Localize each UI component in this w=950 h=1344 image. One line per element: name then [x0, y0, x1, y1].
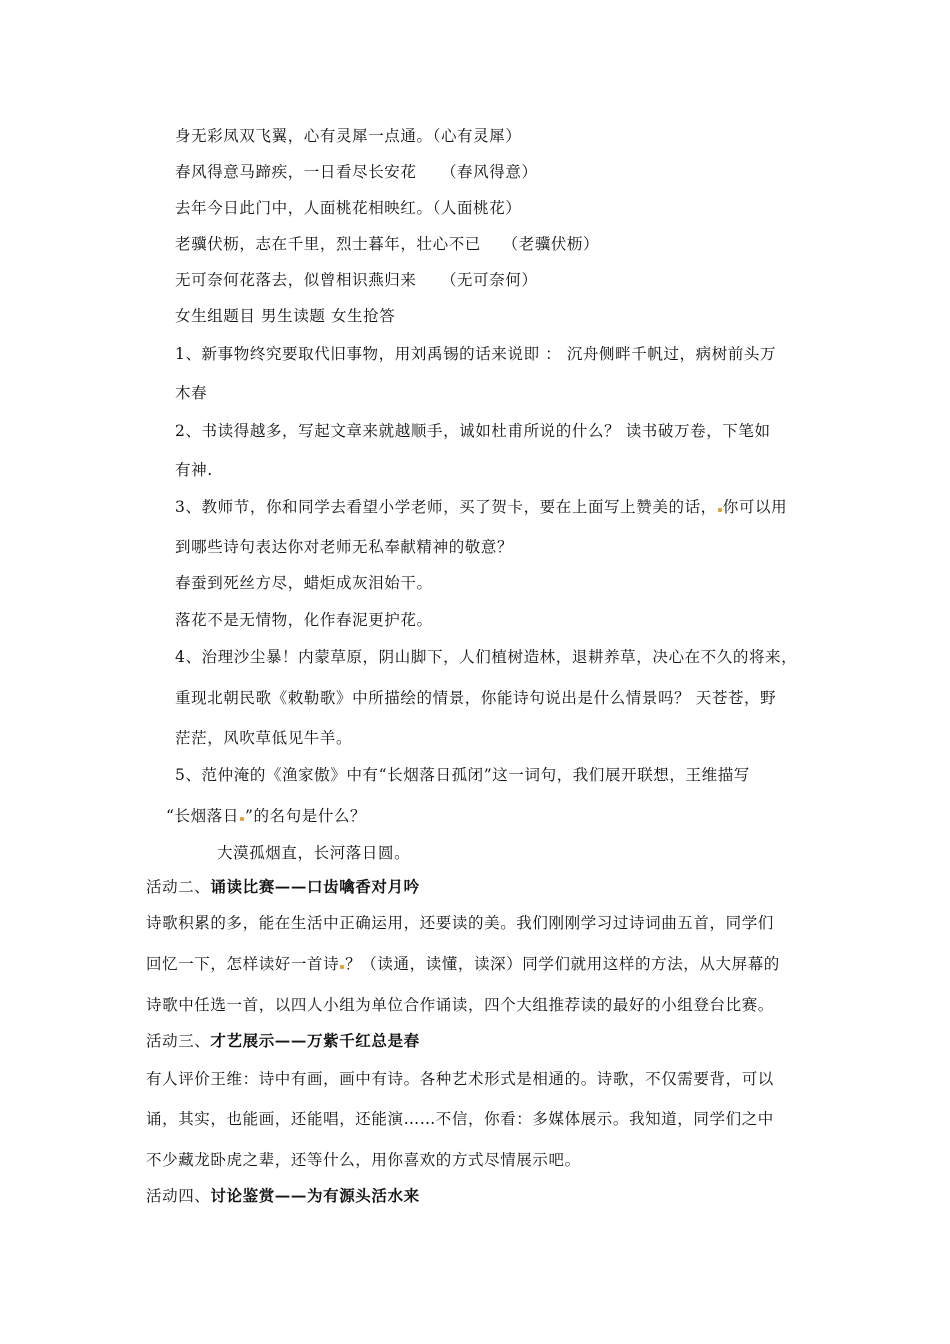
question-3-text-b: 你可以用 — [722, 498, 788, 516]
activity-4-title: 讨论鉴赏——为有源头活水来 — [210, 1186, 420, 1205]
edit-mark-icon — [718, 508, 722, 512]
paragraph-line: 有人评价王维：诗中有画，画中有诗。各种艺术形式是相通的。诗歌，不仅需要背，可以 — [146, 1070, 774, 1088]
question-3-text-a: 3、教师节，你和同学去看望小学老师，买了贺卡，要在上面写上赞美的话， — [175, 498, 717, 516]
paragraph-line: 诗歌积累的多，能在生活中正确运用，还要读的美。我们刚刚学习过诗词曲五首，同学们 — [146, 914, 774, 932]
question-5-text-a: “长烟落日 — [166, 807, 239, 825]
activity-3-prefix: 活动三、 — [146, 1032, 211, 1050]
question-5-line-2 — [166, 806, 366, 826]
poem-line: 去年今日此门中，人面桃花相映红。（人面桃花） — [175, 199, 522, 217]
poem-line: 无可奈何花落去，似曾相识燕归来 （无可奈何） — [175, 271, 538, 289]
question-2-line-2: 有神. — [175, 461, 213, 479]
question-5-line-1: 5、范仲淹的《渔家傲》中有“长烟落日孤闭”这一词句，我们展开联想，王维描写 — [175, 766, 750, 784]
question-3-line-1 — [175, 497, 787, 517]
paragraph-line — [146, 954, 780, 974]
paragraph-line: 不少藏龙卧虎之辈，还等什么，用你喜欢的方式尽情展示吧。 — [146, 1151, 581, 1169]
activity-3-title: 才艺展示——万紫千红总是春 — [210, 1031, 420, 1050]
paragraph-text-a: 回忆一下，怎样读好一首诗 — [146, 955, 340, 973]
question-3-line-2: 到哪些诗句表达你对老师无私奉献精神的敬意？ — [175, 538, 514, 556]
instruction-line: 女生组题目 男生读题 女生抢答 — [175, 307, 396, 325]
answer-line: 春蚕到死丝方尽，蜡炬成灰泪始干。 — [175, 574, 433, 592]
question-1-line-2: 木春 — [175, 384, 208, 402]
paragraph-text-b: ？（读通，读懂，读深）同学们就用这样的方法，从大屏幕的 — [345, 955, 780, 973]
paragraph-line: 诗歌中任选一首，以四人小组为单位合作诵读，四个大组推荐读的最好的小组登台比赛。 — [146, 996, 774, 1014]
question-5-text-b: ”的名句是什么？ — [244, 807, 367, 825]
edit-mark-icon — [240, 817, 244, 821]
activity-2-heading — [146, 877, 420, 897]
question-4-line-2: 重现北朝民歌《敕勒歌》中所描绘的情景，你能诗句说出是什么情景吗？ 天苍苍，野 — [175, 689, 777, 707]
activity-3-heading — [146, 1031, 420, 1051]
activity-4-heading — [146, 1186, 420, 1206]
question-4-line-3: 茫茫，风吹草低见牛羊。 — [175, 729, 353, 747]
answer-line: 大漠孤烟直，长河落日圆。 — [217, 844, 411, 862]
poem-line: 春风得意马蹄疾，一日看尽长安花 （春风得意） — [175, 163, 538, 181]
paragraph-line: 诵，其实，也能画，还能唱，还能演……不信，你看：多媒体展示。我知道，同学们之中 — [146, 1110, 774, 1128]
poem-line: 身无彩凤双飞翼，心有灵犀一点通。（心有灵犀） — [175, 127, 522, 145]
activity-2-title: 诵读比赛——口齿噙香对月吟 — [210, 877, 420, 896]
edit-mark-icon — [340, 965, 344, 969]
activity-2-prefix: 活动二、 — [146, 878, 211, 896]
answer-line: 落花不是无情物，化作春泥更护花。 — [175, 611, 433, 629]
question-4-line-1: 4、治理沙尘暴！内蒙草原，阴山脚下，人们植树造林，退耕养草，决心在不久的将来， — [175, 648, 798, 666]
question-1-line-1: 1、新事物终究要取代旧事物，用刘禹锡的话来说即 ： 沉舟侧畔千帆过，病树前头万 — [175, 345, 777, 363]
poem-line: 老骥伏枥，志在千里，烈士暮年，壮心不已 （老骥伏枥） — [175, 235, 600, 253]
activity-4-prefix: 活动四、 — [146, 1187, 211, 1205]
question-2-line-1: 2、书读得越多，写起文章来就越顺手，诚如杜甫所说的什么？ 读书破万卷，下笔如 — [175, 422, 771, 440]
